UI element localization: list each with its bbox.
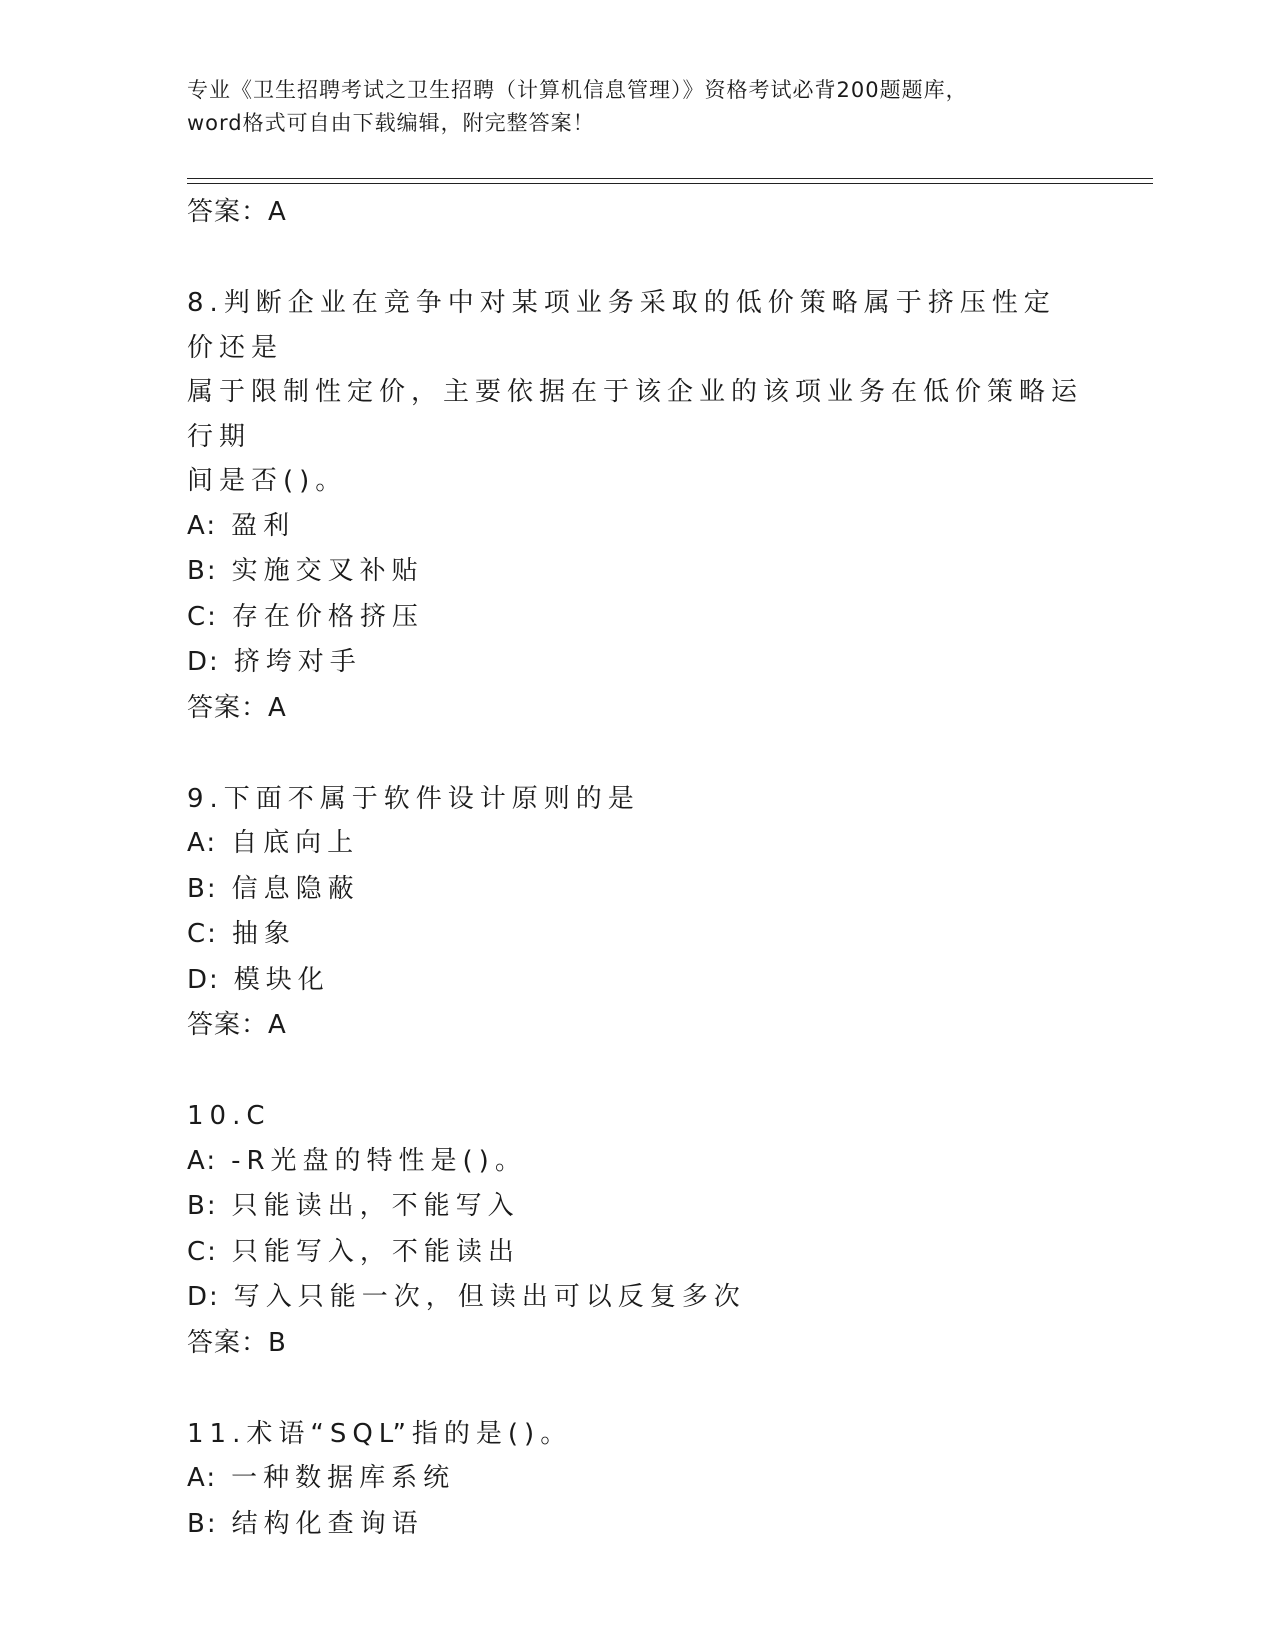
question-block — [187, 1412, 1087, 1548]
option-text: 一种数据库系统 — [231, 1463, 456, 1493]
option-key: A: — [187, 1463, 218, 1493]
option-text: 抽象 — [231, 919, 296, 949]
header-divider-top — [187, 178, 1153, 179]
option-text: 写入只能一次，但读出可以反复多次 — [233, 1282, 746, 1312]
option-key: C: — [187, 1236, 218, 1267]
answer-option — [187, 867, 1087, 913]
option-text: 盈利 — [231, 510, 296, 541]
header-line-1: 专业《卫生招聘考试之卫生招聘（计算机信息管理）》资格考试必背200题题库， — [187, 78, 968, 102]
question-block — [187, 777, 1087, 1048]
header-line-2: word格式可自由下载编辑，附完整答案！ — [187, 111, 595, 135]
question-text: 10.C — [187, 1101, 271, 1131]
answer-option — [187, 1184, 1087, 1230]
option-key: D: — [187, 964, 220, 995]
option-text: 只能写入，不能读出 — [231, 1236, 520, 1267]
question-text: 8.判断企业在竞争中对某项业务采取的低价策略属于挤压性定价还是 — [187, 288, 1056, 363]
option-text: -R光盘的特性是()。 — [231, 1145, 527, 1176]
answer-option — [187, 1502, 1087, 1548]
answer-option — [187, 1456, 1087, 1502]
option-key: B: — [187, 556, 218, 586]
option-key: D: — [187, 647, 220, 677]
option-text: 存在价格挤压 — [231, 601, 424, 632]
answer-line: 答案：A — [187, 1010, 287, 1040]
option-text: 结构化查询语 — [231, 1508, 424, 1539]
answer-option — [187, 595, 1087, 641]
document-header — [187, 74, 1087, 140]
option-text: 挤垮对手 — [233, 647, 362, 677]
option-text: 信息隐蔽 — [231, 873, 360, 904]
option-key: B: — [187, 1508, 218, 1539]
option-key: C: — [187, 601, 218, 632]
answer-option — [187, 912, 1087, 958]
answer-option — [187, 821, 1087, 867]
answer-line: 答案：B — [187, 1327, 287, 1358]
answer-option — [187, 1275, 1087, 1321]
answer-line: 答案：A — [187, 692, 287, 723]
option-key: B: — [187, 873, 218, 904]
option-key: B: — [187, 1191, 218, 1221]
option-key: A: — [187, 828, 218, 858]
option-key: A: — [187, 510, 218, 541]
option-text: 自底向上 — [231, 828, 360, 858]
header-divider-bottom — [187, 183, 1153, 184]
answer-option — [187, 1139, 1087, 1185]
option-key: A: — [187, 1145, 218, 1176]
answer-line: 答案：A — [187, 197, 287, 227]
answer-option — [187, 549, 1087, 595]
answer-option — [187, 958, 1087, 1004]
answer-option — [187, 640, 1087, 686]
question-text: 属于限制性定价，主要依据在于该企业的该项业务在低价策略运行期 — [187, 377, 1084, 452]
option-key: C: — [187, 919, 218, 949]
question-list — [187, 190, 1087, 1547]
option-text: 只能读出，不能写入 — [231, 1191, 520, 1221]
question-block — [187, 281, 1087, 730]
answer-option — [187, 504, 1087, 550]
option-text: 实施交叉补贴 — [231, 556, 424, 586]
option-text: 模块化 — [233, 964, 330, 995]
question-text: 9.下面不属于软件设计原则的是 — [187, 783, 640, 814]
question-text: 间是否()。 — [187, 466, 348, 496]
question-text: 11.术语“SQL”指的是()。 — [187, 1418, 573, 1449]
question-block — [187, 1094, 1087, 1365]
answer-option — [187, 1230, 1087, 1276]
option-key: D: — [187, 1282, 220, 1312]
